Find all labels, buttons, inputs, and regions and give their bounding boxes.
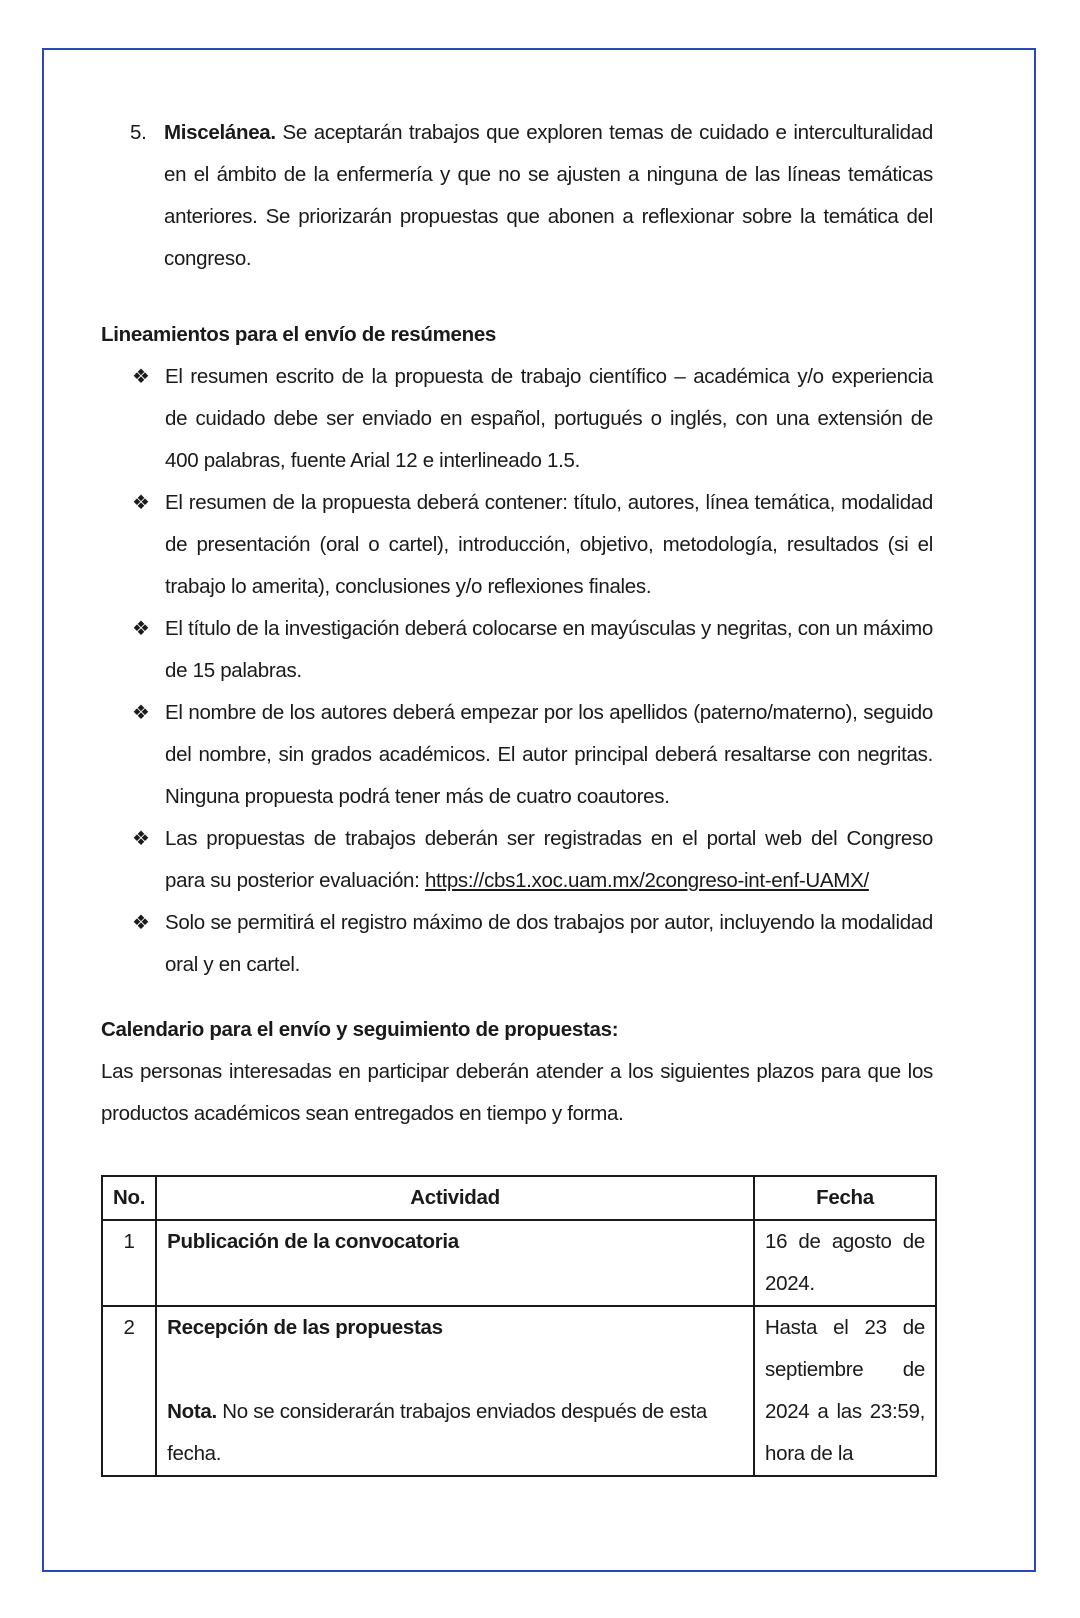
guidelines-heading: Lineamientos para el envío de resúmenes	[101, 323, 497, 346]
row-number: 1	[102, 1220, 156, 1306]
numbered-item-5	[101, 0, 933, 270]
item-text: Se aceptarán trabajos que exploren temas de cuidado e interculturalidad en el ámbito de la enfermería y que no se ajusten a ninguna de las líneas temáticas anteriores. Se priorizarán propuestas que abonen a reflexionar sobre la temática del congreso.	[164, 121, 933, 270]
guideline-item: ❖ El nombre de los autores deberá empezar por los apellidos (paterno/materno), seguido del nombre, sin grados académicos. El autor principal deberá resaltarse con negritas. Ninguna propuesta podrá tener más de cuatro coautores.	[101, 692, 933, 818]
diamond-bullet-icon: ❖	[132, 492, 150, 514]
diamond-bullet-icon: ❖	[132, 702, 150, 724]
column-header-date: Fecha	[754, 1176, 936, 1220]
diamond-bullet-icon: ❖	[132, 618, 150, 640]
row-date: 16 de agosto de 2024.	[754, 1220, 936, 1306]
guidelines-list	[101, 356, 933, 986]
congress-portal-link[interactable]: https://cbs1.xoc.uam.mx/2congreso-int-enf-UAMX/	[424, 869, 869, 892]
guidelines-section	[101, 314, 933, 986]
item-title: Miscelánea.	[164, 121, 276, 144]
guideline-item: ❖ El título de la investigación deberá colocarse en mayúsculas y negritas, con un máximo de 15 palabras.	[101, 608, 933, 692]
table-row	[102, 1220, 936, 1306]
guideline-item: ❖ El resumen de la propuesta deberá contener: título, autores, línea temática, modalidad de presentación (oral o cartel), introducción, objetivo, metodología, resultados (si el trabajo lo amerita), conclusiones y/o reflexiones finales.	[101, 482, 933, 608]
column-header-activity: Actividad	[156, 1176, 754, 1220]
row-activity: Publicación de la convocatoria	[156, 1220, 754, 1306]
item-body	[164, 112, 933, 280]
guideline-item: ❖ Solo se permitirá el registro máximo de dos trabajos por autor, incluyendo la modalidad oral y en cartel.	[101, 902, 933, 986]
row-activity: Recepción de las propuestas Nota. No se considerarán trabajos enviados después de esta fecha.	[156, 1306, 754, 1476]
row-date: Hasta el 23 de septiembre de 2024 a las 23:59, hora de la	[754, 1306, 936, 1476]
row-note: Nota. No se considerarán trabajos enviados después de esta fecha.	[167, 1400, 707, 1465]
calendar-table-wrap	[101, 1175, 933, 1477]
item-number: 5.	[130, 121, 147, 144]
table-header-row	[102, 1176, 936, 1220]
diamond-bullet-icon: ❖	[132, 366, 150, 388]
calendar-table	[101, 1175, 937, 1477]
diamond-bullet-icon: ❖	[132, 828, 150, 850]
calendar-heading: Calendario para el envío y seguimiento de propuestas:	[101, 1018, 619, 1041]
calendar-section	[101, 1009, 933, 1135]
diamond-bullet-icon: ❖	[132, 912, 150, 934]
calendar-intro: Las personas interesadas en participar deberán atender a los siguientes plazos para que los productos académicos sean entregados en tiempo y forma.	[101, 1060, 933, 1125]
table-row	[102, 1306, 936, 1476]
guideline-item: ❖ El resumen escrito de la propuesta de trabajo científico – académica y/o experiencia de cuidado debe ser enviado en español, portugués o inglés, con una extensión de 400 palabras, fuente Arial 12 e interlineado 1.5.	[101, 356, 933, 482]
column-header-no: No.	[102, 1176, 156, 1220]
guideline-item: ❖ Las propuestas de trabajos deberán ser registradas en el portal web del Congreso para su posterior evaluación: https://cbs1.xoc.uam.mx/2congreso-int-enf-UAMX/	[101, 818, 933, 902]
row-number: 2	[102, 1306, 156, 1476]
